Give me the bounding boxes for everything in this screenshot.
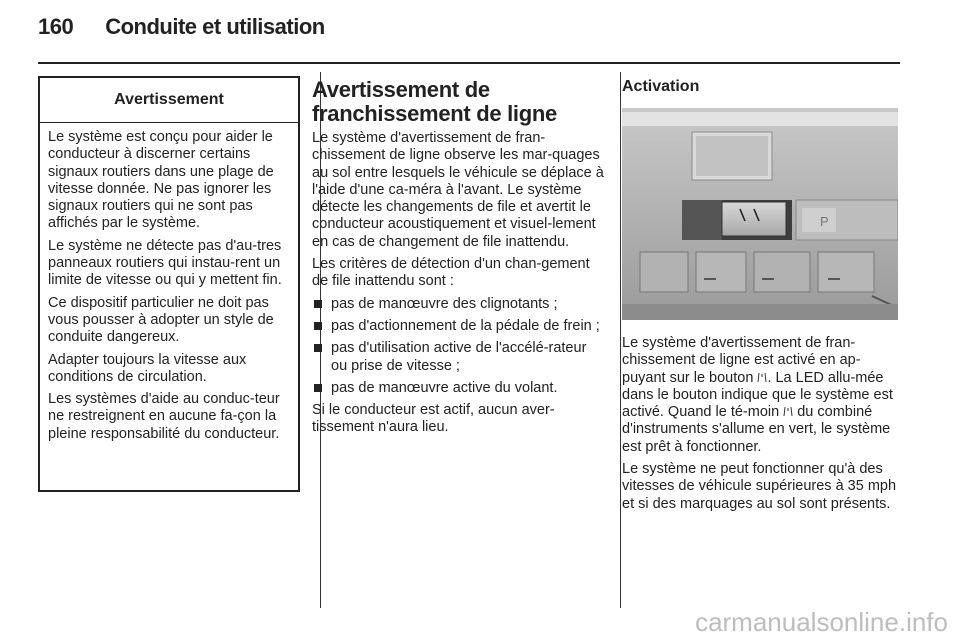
list-item: pas d'actionnement de la pédale de frein ; — [312, 318, 604, 335]
column-divider — [620, 72, 621, 608]
warning-box — [38, 76, 300, 492]
page-header — [38, 14, 325, 40]
criteria-list — [312, 296, 604, 397]
bullet-icon — [314, 300, 322, 308]
bullet-icon — [314, 322, 322, 330]
watermark: carmanualsonline.info — [695, 607, 948, 637]
dashboard-photo — [622, 108, 898, 320]
activation-text — [622, 335, 902, 518]
warning-paragraph: Ce dispositif particulier ne doit pas vous pousser à adopter un style de conduite dangereux. — [48, 294, 274, 346]
list-item: pas de manœuvre active du volant. — [312, 380, 604, 397]
warning-paragraph: Le système ne détecte pas d'au-tres panneaux routiers qui instau-rent un limite de vitesse ou qui y mettent fin. — [48, 237, 282, 289]
bullet-icon — [314, 344, 322, 352]
page-number: 160 — [38, 14, 74, 39]
lane-warning-section — [312, 78, 604, 442]
warning-title: Avertissement — [40, 78, 298, 123]
list-item: pas de manœuvre des clignotants ; — [312, 296, 604, 313]
activation-heading: Activation — [622, 78, 700, 95]
list-item: pas d'utilisation active de l'accélé-rateur ou prise de vitesse ; — [312, 340, 604, 375]
console-illustration — [622, 108, 898, 320]
lane-warning-heading: Avertissement de franchissement de ligne — [312, 77, 557, 126]
header-rule — [38, 62, 900, 64]
warning-paragraph: Le système est conçu pour aider le conducteur à discerner certains signaux routiers dans une plage de vitesse donnée. Ne pas ignorer les signaux routiers qui ne sont pas affichés par le système. — [48, 129, 274, 232]
warning-paragraph: Les systèmes d'aide au conduc-teur ne restreignent en aucune fa-çon la pleine responsabilité du conducteur. — [48, 391, 280, 442]
activation-paragraph: Le système ne peut fonctionner qu'à des vitesses de véhicule supérieures à 35 mph et si des marquages au sol sont présents. — [622, 461, 897, 512]
activation-paragraph: Le système d'avertissement de fran-chissement de ligne est activé en ap-puyant sur le bouton . La LED allu-mée dans le bouton indique que le système est activé. Quand le té-moin du combiné d'instruments s'allume en vert, le système est prêt à fonctionner. — [622, 335, 893, 455]
section-title: Conduite et utilisation — [105, 14, 325, 39]
button-label: P — [820, 214, 829, 229]
criteria-intro: Les critères de détection d'un chan-gement de file inattendu sont : — [312, 256, 590, 290]
lane-warning-intro: Le système d'avertissement de fran-chissement de ligne observe les mar-quages au sol entre lesquels le véhicule se déplace à l'aide d'une ca-méra à l'avant. Le système détecte les changements de file et avertit le conducteur acoustiquement et visuel-lement en cas de changement de file inattendu. — [312, 130, 604, 250]
lane-warning-outro: Si le conducteur est actif, aucun aver-tissement n'aura lieu. — [312, 402, 555, 436]
lane-departure-icon — [783, 406, 793, 417]
warning-paragraph: Adapter toujours la vitesse aux conditions de circulation. — [48, 351, 247, 385]
bullet-icon — [314, 384, 322, 392]
lane-departure-icon — [757, 372, 767, 383]
activation-section — [622, 78, 902, 96]
